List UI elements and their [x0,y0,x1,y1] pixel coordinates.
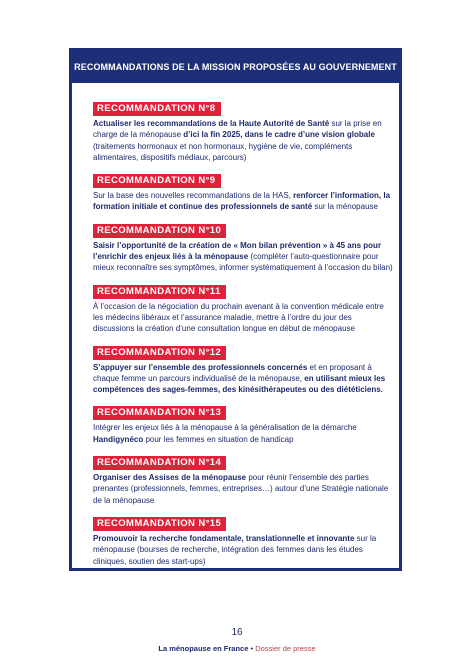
recommendation-text-regular: pour les femmes en situation de handicap [143,434,294,444]
recommendation-text [93,301,393,335]
recommendation-text-regular: (traitements hormonaux et non hormonaux, hygiène de vie, compléments alimentaires, dispositifs médiaux, parcours) [93,141,353,162]
recommendation-text-bold: S’appuyer sur l’ensemble des professionnels concernés [93,362,308,372]
recommendation-text [93,240,393,274]
recommendation-item [93,452,393,506]
recommendation-item [93,170,393,213]
recommendation-text-bold: renforcer l’information, la formation initiale et continue des professionnels de santé [93,191,391,212]
recommendation-text-bold: Promouvoir la recherche fondamentale, translationnelle et innovante [93,533,355,543]
recommendation-tag: RECOMMANDATION N°8 [93,102,221,116]
footer-title: La ménopause en France [158,644,249,653]
recommendation-text-regular: (compléter l’auto-questionnaire pour mieux reconnaître ses symptômes, informer systématiquement à l’occasion du bilan) [93,252,393,273]
recommendation-tag: RECOMMANDATION N°13 [93,406,226,420]
recommendation-tag: RECOMMANDATION N°15 [93,517,226,531]
recommendation-text-regular: Sur la base des nouvelles recommandations de la HAS, [93,191,294,201]
recommendation-text-bold: Organiser des Assises de la ménopause [93,473,247,483]
recommendation-text [93,472,393,506]
recommendations-list [93,98,393,574]
recommendation-text-regular: sur la ménopause (bourses de recherche, intégration des femmes dans les études cliniques, soutien des start-ups) [93,533,377,566]
footer-subtitle: Dossier de presse [255,644,316,653]
recommendation-text-bold: Handigynéco [93,434,144,444]
recommendation-text-bold: en utilisant mieux les compétences des sages-femmes, des kinésithérapeutes ou des diététiciens. [93,373,386,395]
page-number: 16 [231,627,243,638]
recommendation-text-bold: Saisir l’opportunité de la création de « Mon bilan prévention » à 45 ans pour l’enrichir des enjeux liés à la ménopause [93,240,382,262]
footer [0,644,474,653]
recommendations-box [69,48,402,571]
recommendation-text-regular: Intégrer les enjeux liés à la ménopause à la généralisation de la démarche [93,423,357,433]
footer-separator: • [248,644,256,653]
recommendation-text [93,422,393,445]
recommendation-text [93,118,393,163]
recommendation-tag: RECOMMANDATION N°14 [93,456,226,470]
recommendation-text-regular: À l’occasion de la négociation du prochain avenant à la convention médicale entre les médecins libéraux et l’assurance maladie, mettre à l’ordre du jour des discussions la création d’une consultation longue en début de ménopause [93,301,384,334]
recommendation-text-regular: pour réunir l’ensemble des parties prenantes (professionnels, femmes, entreprises…) autour d’une Stratégie nationale de la ménopause [93,473,389,505]
recommendation-item [93,513,393,567]
recommendation-text [93,362,393,396]
recommendation-tag: RECOMMANDATION N°9 [93,174,221,188]
box-title: RECOMMANDATIONS DE LA MISSION PROPOSÉES AU GOUVERNEMENT [72,51,399,83]
recommendation-text-bold: d’ici la fin 2025, dans le cadre d’une vision globale [183,130,375,140]
recommendation-tag: RECOMMANDATION N°12 [93,346,226,360]
recommendation-text [93,533,393,567]
recommendation-text-bold: Actualiser les recommandations de la Haute Autorité de Santé [93,119,330,128]
recommendation-text [93,190,393,213]
recommendation-item [93,281,393,335]
recommendation-item [93,342,393,396]
recommendation-tag: RECOMMANDATION N°10 [93,224,226,238]
recommendation-text-regular: et en proposant à chaque femme un parcours individualisé de la ménopause, [93,362,372,383]
recommendation-item [93,220,393,274]
recommendation-tag: RECOMMANDATION N°11 [93,285,226,299]
recommendation-text-regular: sur la prise en charge de la ménopause [93,119,382,140]
recommendation-text-regular: sur la ménopause [312,202,378,212]
recommendation-item [93,98,393,163]
recommendation-item [93,402,393,445]
